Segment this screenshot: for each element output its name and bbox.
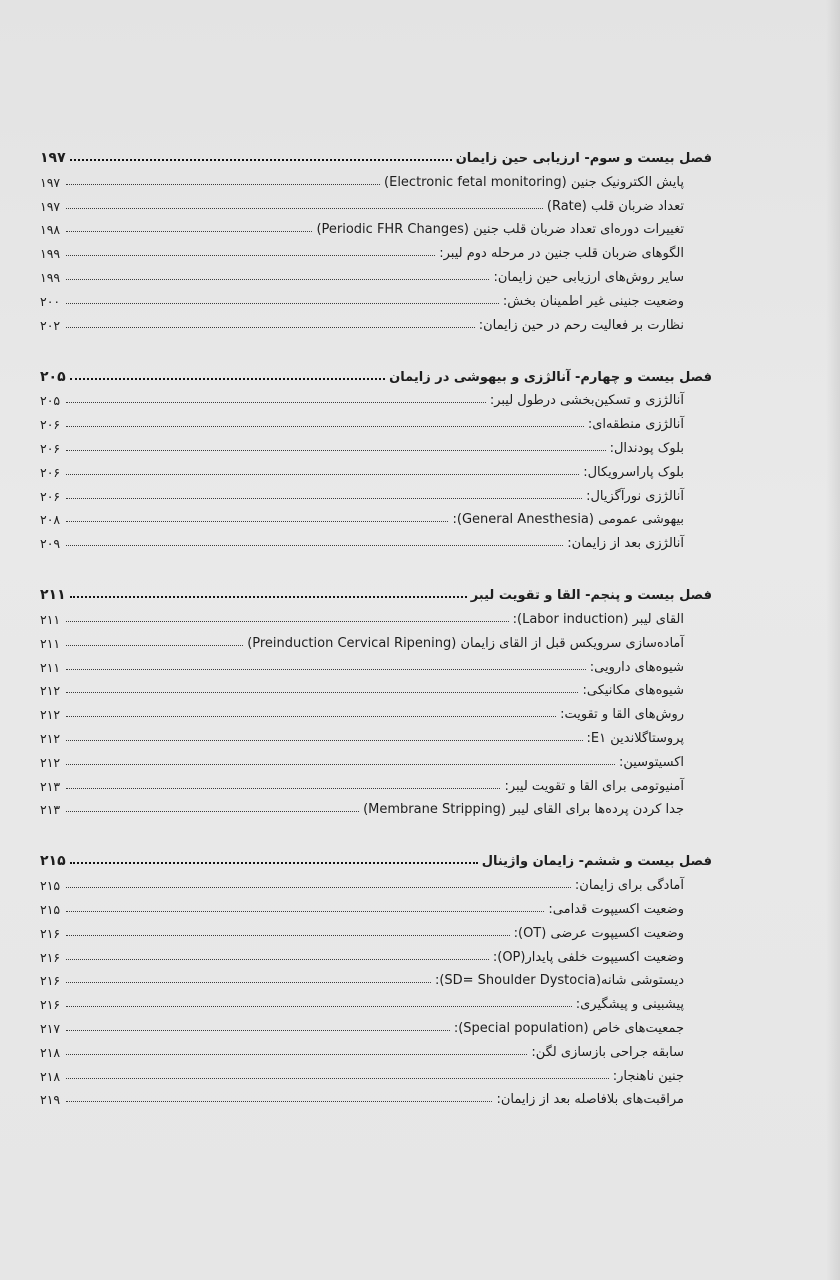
dot-leader: [66, 402, 486, 403]
entry-title: تعداد ضربان قلب (Rate): [546, 198, 684, 214]
chapter-page-number: ۲۱۵: [40, 853, 66, 870]
chapter-heading: [40, 140, 712, 166]
entry-page-number: ۲۱۱: [40, 659, 61, 675]
dot-leader: [66, 1078, 609, 1079]
entry-page-number: ۲۱۹: [40, 1092, 61, 1108]
entry-page-number: ۲۰۶: [40, 488, 61, 504]
chapter-heading: [40, 577, 712, 603]
toc-entry: [40, 385, 712, 409]
dot-leader: [66, 303, 499, 304]
entry-title: جدا کردن پرده‌ها برای القای لیبر (Membrane Stripping): [363, 802, 684, 818]
toc-entry: [40, 261, 712, 285]
entry-page-number: ۲۰۶: [40, 440, 61, 456]
dot-leader: [66, 231, 312, 232]
entry-page-number: ۲۰۸: [40, 512, 61, 528]
entry-title: نظارت بر فعالیت رحم در حین زایمان:: [478, 317, 684, 333]
entry-page-number: ۲۰۶: [40, 417, 61, 433]
dot-leader: [66, 669, 586, 670]
entry-page-number: ۲۱۸: [40, 1068, 61, 1084]
dot-leader: [66, 1054, 527, 1055]
entry-title: وضعیت اکسیپوت عرضی (OT):: [513, 925, 684, 941]
toc-entry: [40, 1012, 712, 1036]
toc-entry: [40, 237, 712, 261]
toc-entry: [40, 941, 712, 965]
entry-title: آمنیوتومی برای القا و تقویت لیبر:: [504, 778, 684, 794]
toc-entry: [40, 651, 712, 675]
entry-title: روش‌های القا و تقویت:: [560, 707, 684, 723]
entry-title: شیوه‌های دارویی:: [589, 659, 684, 675]
entry-title: اکسیتوسین:: [618, 754, 684, 770]
toc-entry: [40, 480, 712, 504]
entry-page-number: ۱۹۹: [40, 246, 61, 262]
chapter-page-number: ۲۰۵: [40, 368, 66, 385]
entry-page-number: ۲۱۶: [40, 973, 61, 989]
dot-leader: [66, 911, 544, 912]
entry-page-number: ۲۱۳: [40, 778, 61, 794]
toc-entry: [40, 988, 712, 1012]
dot-leader: [70, 378, 386, 380]
entry-title: پایش الکترونیک جنین (Electronic fetal monitoring): [384, 174, 684, 190]
entry-title: سایر روش‌های ارزیابی حین زایمان:: [493, 269, 684, 285]
chapter-heading: [40, 359, 712, 385]
toc-entry: [40, 190, 712, 214]
dot-leader: [66, 788, 500, 789]
entry-page-number: ۲۱۶: [40, 949, 61, 965]
dot-leader: [66, 327, 475, 328]
dot-leader: [66, 982, 431, 983]
entry-page-number: ۲۱۲: [40, 707, 61, 723]
dot-leader: [66, 521, 448, 522]
dot-leader: [66, 692, 578, 693]
dot-leader: [66, 1030, 450, 1031]
entry-title: آماده‌سازی سرویکس قبل از القای زایمان (Preinduction Cervical Ripening): [247, 635, 684, 651]
dot-leader: [66, 426, 584, 427]
toc-entry: [40, 309, 712, 333]
dot-leader: [66, 645, 243, 646]
dot-leader: [70, 596, 467, 598]
dot-leader: [66, 959, 489, 960]
entry-title: آنالژزی بعد از زایمان:: [567, 536, 684, 552]
dot-leader: [66, 450, 606, 451]
entry-title: مراقبت‌های بلافاصله بعد از زایمان:: [496, 1092, 684, 1108]
entry-page-number: ۲۱۶: [40, 997, 61, 1013]
entry-title: تغییرات دوره‌ای تعداد ضربان قلب جنین (Periodic FHR Changes): [316, 222, 684, 238]
entry-page-number: ۲۱۲: [40, 754, 61, 770]
chapter-page-number: ۲۱۱: [40, 587, 66, 604]
dot-leader: [66, 716, 556, 717]
toc-section: [40, 140, 712, 333]
dot-leader: [66, 545, 563, 546]
entry-title: آنالژزی نورآگزیال:: [586, 488, 684, 504]
dot-leader: [66, 887, 571, 888]
toc-entry: [40, 893, 712, 917]
toc-entry: [40, 456, 712, 480]
toc-entry: [40, 917, 712, 941]
dot-leader: [70, 159, 452, 161]
dot-leader: [66, 1101, 492, 1102]
dot-leader: [66, 208, 543, 209]
entry-page-number: ۲۰۲: [40, 317, 61, 333]
toc-entry: [40, 770, 712, 794]
dot-leader: [66, 184, 380, 185]
entry-page-number: ۱۹۷: [40, 198, 61, 214]
entry-page-number: ۱۹۷: [40, 174, 61, 190]
entry-title: الگوهای ضربان قلب جنین در مرحله دوم لیبر:: [439, 246, 684, 262]
entry-title: بلوک پودندال:: [609, 440, 684, 456]
toc-section: [40, 359, 712, 552]
dot-leader: [66, 255, 435, 256]
dot-leader: [66, 621, 509, 622]
toc-entry: [40, 722, 712, 746]
dot-leader: [66, 935, 510, 936]
dot-leader: [70, 862, 478, 864]
entry-title: وضعیت اکسیپوت قدامی:: [548, 901, 684, 917]
toc-entry: [40, 285, 712, 309]
entry-page-number: ۲۱۷: [40, 1020, 61, 1036]
dot-leader: [66, 764, 615, 765]
toc-entry: [40, 408, 712, 432]
toc-entry: [40, 698, 712, 722]
toc-section: [40, 577, 712, 817]
chapter-title: فصل بیست و ششم- زایمان واژینال: [481, 854, 712, 870]
toc-entry: [40, 794, 712, 818]
dot-leader: [66, 740, 583, 741]
entry-title: دیستوشی شانه(SD= Shoulder Dystocia):: [434, 973, 684, 989]
chapter-page-number: ۱۹۷: [40, 150, 66, 166]
toc-entry: [40, 869, 712, 893]
entry-title: جمعیت‌های خاص (Special population):: [453, 1020, 684, 1036]
table-of-contents: [40, 140, 712, 1133]
toc-entry: [40, 432, 712, 456]
entry-title: شیوه‌های مکانیکی:: [582, 683, 684, 699]
entry-title: وضعیت اکسیپوت خلفی پایدار(OP):: [492, 949, 684, 965]
dot-leader: [66, 279, 489, 280]
toc-entry: [40, 527, 712, 551]
entry-page-number: ۱۹۹: [40, 269, 61, 285]
entry-title: القای لیبر (Labor induction):: [512, 611, 684, 627]
toc-entry: [40, 1060, 712, 1084]
entry-title: آنالژزی و تسکین‌بخشی درطول لیبر:: [489, 393, 684, 409]
dot-leader: [66, 1006, 572, 1007]
entry-page-number: ۲۱۳: [40, 802, 61, 818]
entry-page-number: ۲۱۵: [40, 878, 61, 894]
entry-page-number: ۲۱۱: [40, 635, 61, 651]
chapter-title: فصل بیست و چهارم- آنالژزی و بیهوشی در زایمان: [389, 369, 712, 385]
toc-entry: [40, 675, 712, 699]
toc-entry: [40, 603, 712, 627]
entry-title: پروستاگلاندین E۱:: [586, 730, 684, 746]
dot-leader: [66, 474, 579, 475]
entry-page-number: ۲۱۸: [40, 1044, 61, 1060]
entry-title: بیهوشی عمومی (General Anesthesia):: [452, 512, 684, 528]
entry-page-number: ۲۰۰: [40, 293, 61, 309]
entry-title: جنین ناهنجار:: [612, 1068, 684, 1084]
chapter-heading: [40, 843, 712, 869]
entry-title: آمادگی برای زایمان:: [574, 878, 684, 894]
toc-entry: [40, 166, 712, 190]
toc-entry: [40, 1036, 712, 1060]
entry-title: وضعیت جنینی غیر اطمینان بخش:: [502, 293, 684, 309]
toc-entry: [40, 627, 712, 651]
entry-page-number: ۱۹۸: [40, 222, 61, 238]
toc-section: [40, 843, 712, 1107]
entry-page-number: ۲۱۱: [40, 611, 61, 627]
entry-page-number: ۲۱۵: [40, 901, 61, 917]
toc-entry: [40, 1084, 712, 1108]
toc-entry: [40, 214, 712, 238]
toc-entry: [40, 965, 712, 989]
toc-entry: [40, 746, 712, 770]
entry-title: بلوک پاراسرویکال:: [583, 464, 684, 480]
entry-page-number: ۲۱۲: [40, 683, 61, 699]
entry-page-number: ۲۱۶: [40, 925, 61, 941]
dot-leader: [66, 811, 359, 812]
dot-leader: [66, 498, 582, 499]
entry-page-number: ۲۰۹: [40, 536, 61, 552]
entry-title: پیشبینی و پیشگیری:: [575, 997, 684, 1013]
chapter-title: فصل بیست و پنجم- القا و تقویت لیبر: [470, 588, 712, 604]
chapter-title: فصل بیست و سوم- ارزیابی حین زایمان: [455, 151, 712, 166]
entry-page-number: ۲۰۵: [40, 393, 61, 409]
entry-title: آنالژزی منطقه‌ای:: [587, 417, 684, 433]
entry-page-number: ۲۰۶: [40, 464, 61, 480]
toc-entry: [40, 504, 712, 528]
entry-page-number: ۲۱۲: [40, 730, 61, 746]
entry-title: سابقه جراحی بازسازی لگن:: [531, 1044, 684, 1060]
